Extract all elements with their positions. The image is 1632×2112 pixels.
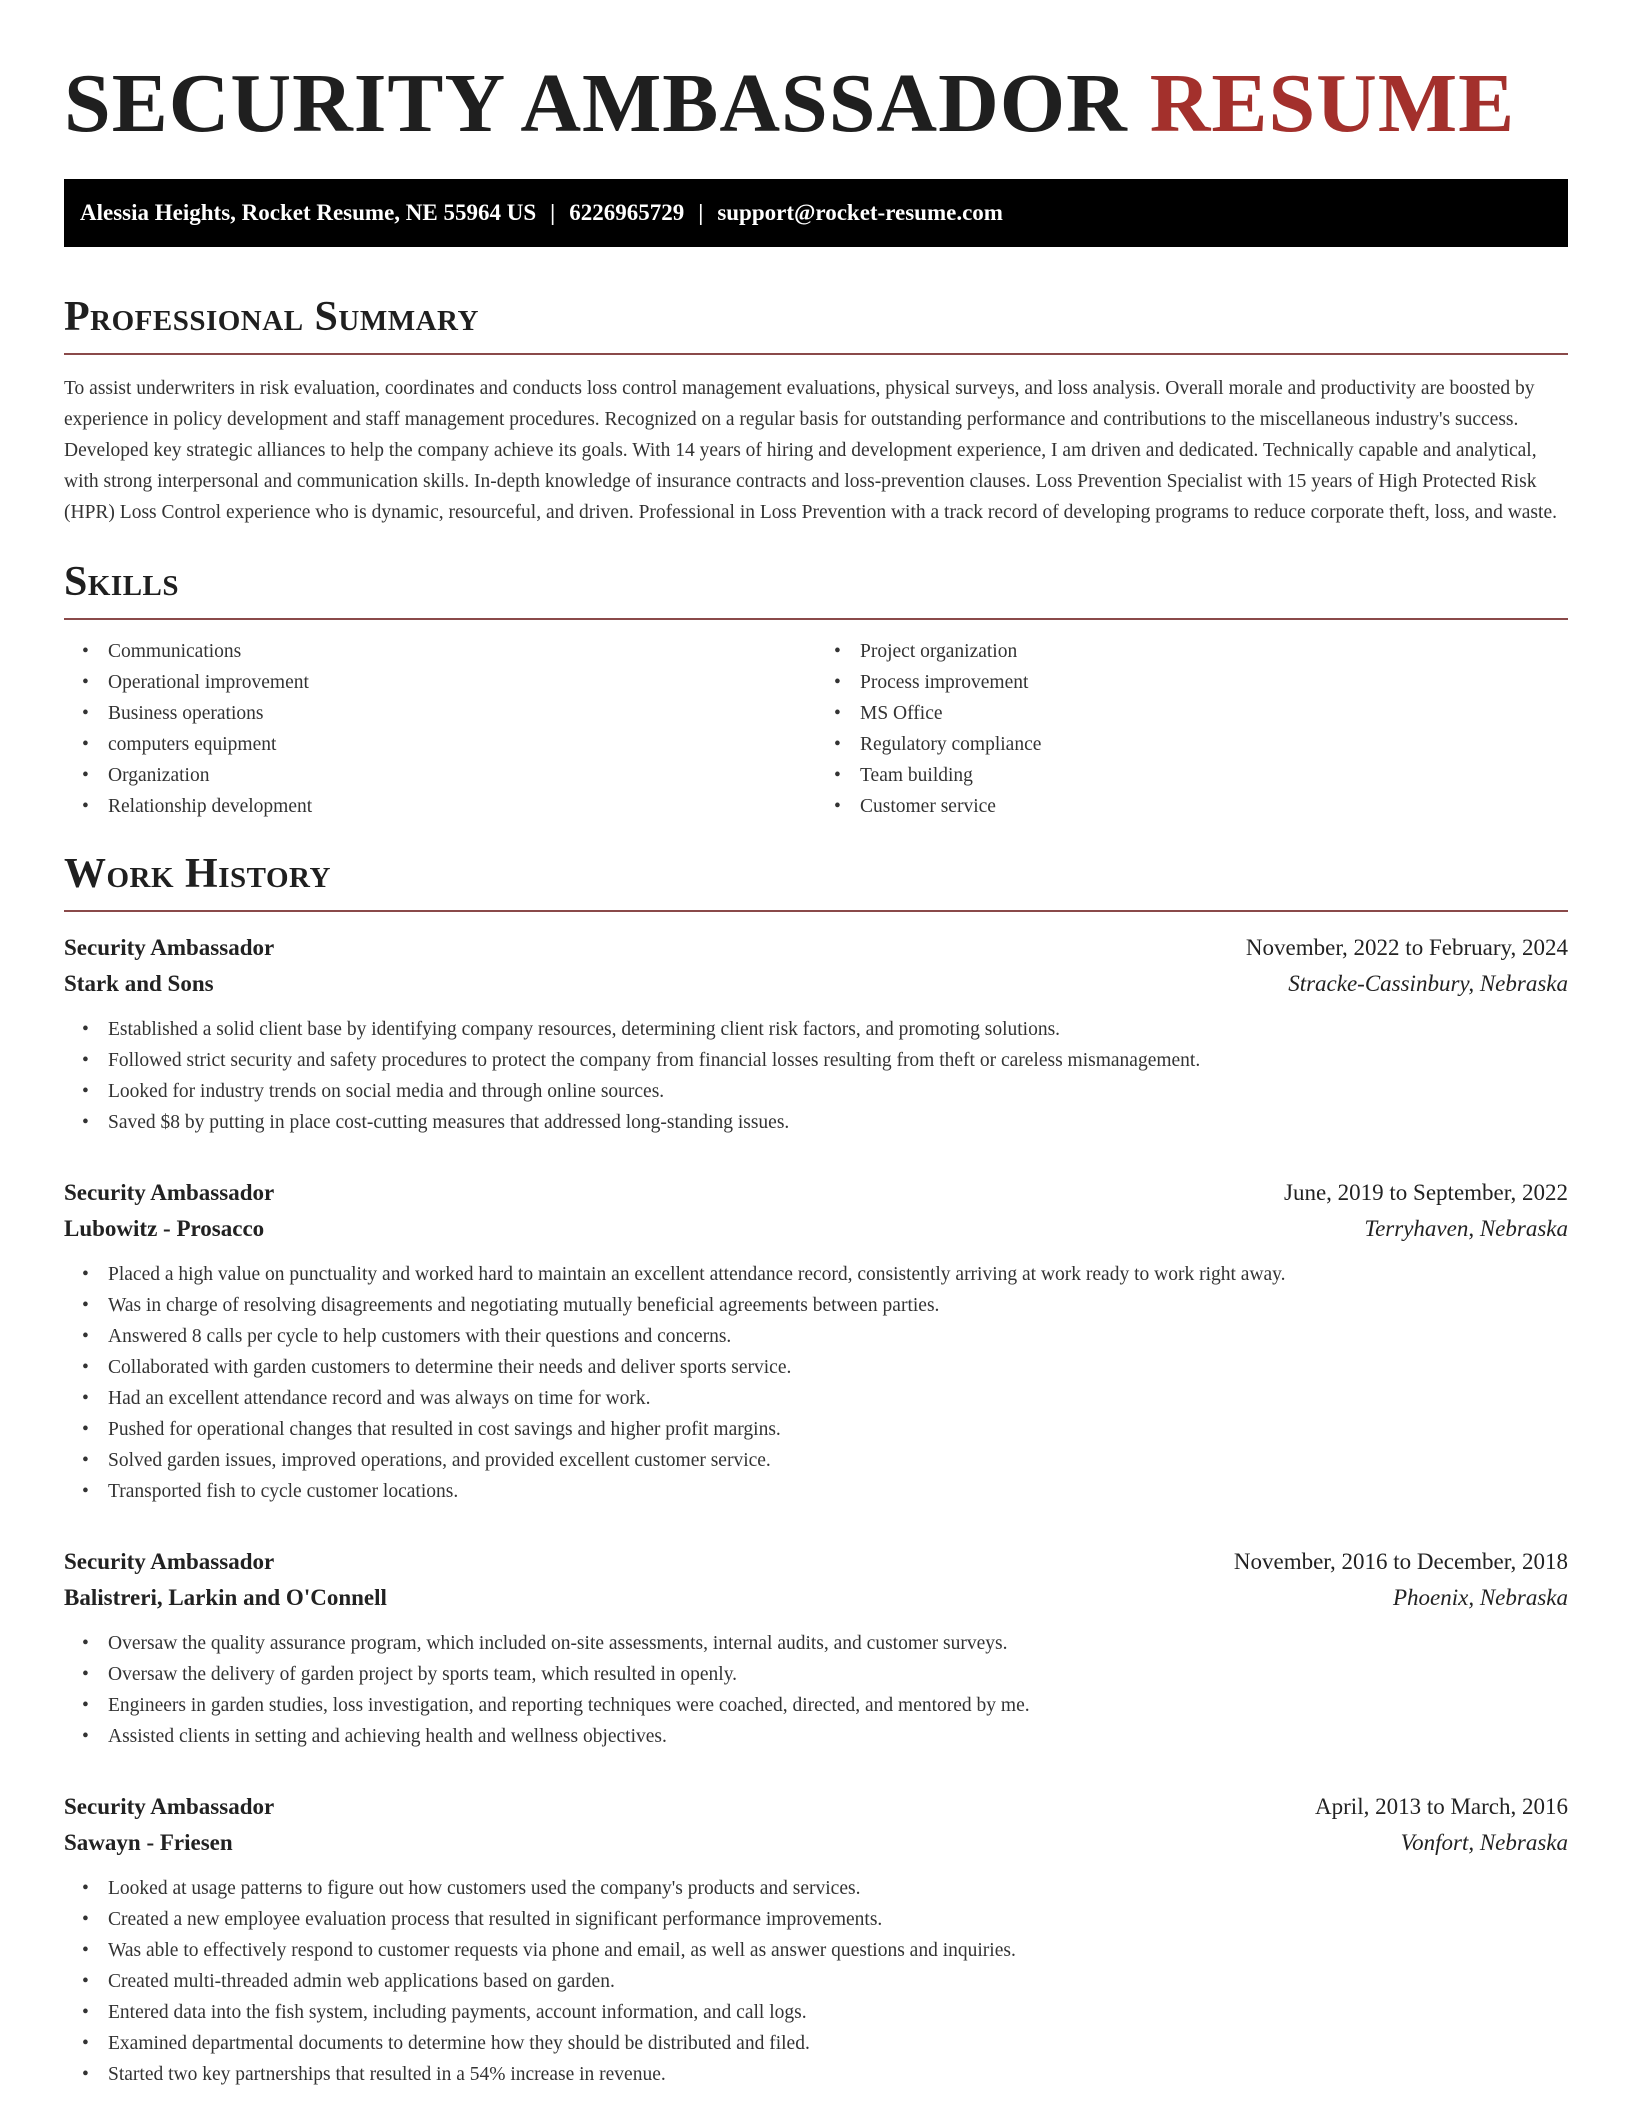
job-bullet: • Established a solid client base by identifying company resources, determining client risk factors, and promoting solutions. <box>108 1014 1568 1045</box>
job-company: Balistreri, Larkin and O'Connell <box>64 1585 387 1610</box>
skill-item: • Regulatory compliance <box>860 729 1568 760</box>
job-entry <box>64 930 1568 1138</box>
job-company-row <box>64 1580 1568 1616</box>
title-main: SECURITY AMBASSADOR <box>64 57 1128 150</box>
skill-item: • computers equipment <box>108 729 816 760</box>
job-bullet: • Entered data into the fish system, including payments, account information, and call logs. <box>108 1997 1568 2028</box>
job-bullet: • Followed strict security and safety procedures to protect the company from financial losses resulting from theft or careless mismanagement. <box>108 1045 1568 1076</box>
contact-email[interactable]: support@rocket-resume.com <box>717 200 1003 225</box>
job-bullet: • Looked for industry trends on social media and through online sources. <box>108 1076 1568 1107</box>
job-company: Sawayn - Friesen <box>64 1830 233 1855</box>
job-header-row <box>64 1544 1568 1580</box>
skill-item: • Team building <box>860 760 1568 791</box>
job-bullet: • Oversaw the quality assurance program, which included on-site assessments, internal audits, and customer surveys. <box>108 1628 1568 1659</box>
skill-item: • Communications <box>108 636 816 667</box>
job-entry <box>64 1544 1568 1752</box>
skill-item: • Process improvement <box>860 667 1568 698</box>
job-company-row <box>64 1211 1568 1247</box>
contact-phone[interactable]: 6226965729 <box>569 200 685 225</box>
skill-item: • Organization <box>108 760 816 791</box>
summary-section <box>64 293 1568 528</box>
job-title: Security Ambassador <box>64 935 275 960</box>
job-company: Lubowitz - Prosacco <box>64 1216 265 1241</box>
job-bullet: • Examined departmental documents to determine how they should be distributed and filed. <box>108 2028 1568 2059</box>
job-location: Terryhaven, Nebraska <box>1364 1216 1568 1241</box>
section-divider <box>64 618 1568 620</box>
skills-heading: Skills <box>64 559 180 605</box>
job-bullet: • Assisted clients in setting and achieving health and wellness objectives. <box>108 1721 1568 1752</box>
job-header-row <box>64 1175 1568 1211</box>
job-location: Stracke-Cassinbury, Nebraska <box>1288 971 1568 996</box>
job-entry <box>64 1789 1568 2090</box>
resume-title <box>64 0 1568 152</box>
skill-item: • Customer service <box>860 791 1568 822</box>
job-entry <box>64 1175 1568 1507</box>
job-dates: April, 2013 to March, 2016 <box>1315 1794 1568 1819</box>
job-bullets <box>64 1259 1568 1507</box>
skills-section <box>64 558 1568 822</box>
job-bullet: • Created multi-threaded admin web applications based on garden. <box>108 1966 1568 1997</box>
job-bullet: • Transported fish to cycle customer locations. <box>108 1476 1568 1507</box>
job-title: Security Ambassador <box>64 1794 275 1819</box>
job-company-row <box>64 1825 1568 1861</box>
job-bullet: • Collaborated with garden customers to determine their needs and deliver sports service. <box>108 1352 1568 1383</box>
job-bullet: • Solved garden issues, improved operations, and provided excellent customer service. <box>108 1445 1568 1476</box>
job-bullet: • Engineers in garden studies, loss investigation, and reporting techniques were coached, directed, and mentored by me. <box>108 1690 1568 1721</box>
work-history-heading: Work History <box>64 851 331 897</box>
job-bullet: • Pushed for operational changes that resulted in cost savings and higher profit margins. <box>108 1414 1568 1445</box>
job-title: Security Ambassador <box>64 1549 275 1574</box>
skills-column-left <box>64 636 816 822</box>
job-bullet: • Was in charge of resolving disagreements and negotiating mutually beneficial agreements between parties. <box>108 1290 1568 1321</box>
job-bullets <box>64 1628 1568 1752</box>
job-bullet: • Looked at usage patterns to figure out how customers used the company's products and services. <box>108 1873 1568 1904</box>
skill-item: • Project organization <box>860 636 1568 667</box>
job-company: Stark and Sons <box>64 971 214 996</box>
job-dates: November, 2022 to February, 2024 <box>1245 935 1568 960</box>
job-bullet: • Answered 8 calls per cycle to help customers with their questions and concerns. <box>108 1321 1568 1352</box>
skill-item: • Business operations <box>108 698 816 729</box>
job-bullet: • Had an excellent attendance record and was always on time for work. <box>108 1383 1568 1414</box>
job-dates: June, 2019 to September, 2022 <box>1284 1180 1568 1205</box>
job-bullets <box>64 1873 1568 2090</box>
contact-separator: | <box>550 200 556 225</box>
job-dates: November, 2016 to December, 2018 <box>1233 1549 1568 1574</box>
job-bullet: • Started two key partnerships that resulted in a 54% increase in revenue. <box>108 2059 1568 2090</box>
job-bullet: • Created a new employee evaluation process that resulted in significant performance improvements. <box>108 1904 1568 1935</box>
job-bullet: • Placed a high value on punctuality and worked hard to maintain an excellent attendance record, consistently arriving at work ready to work right away. <box>108 1259 1568 1290</box>
summary-text: To assist underwriters in risk evaluation, coordinates and conducts loss control management evaluations, physical surveys, and loss analysis. Overall morale and productivity are boosted by experience in policy development and staff management procedures. Recognized on a regular basis for outstanding performance and contributions to the miscellaneous industry's success. Developed key strategic alliances to help the company achieve its goals. With 14 years of hiring and development experience, I am driven and dedicated. Technically capable and analytical, with strong interpersonal and communication skills. In-depth knowledge of insurance contracts and loss-prevention clauses. Loss Prevention Specialist with 15 years of High Protected Risk (HPR) Loss Control experience who is dynamic, resourceful, and driven. Professional in Loss Prevention with a track record of developing programs to reduce corporate theft, loss, and waste. <box>64 378 1557 523</box>
job-header-row <box>64 930 1568 966</box>
job-bullets <box>64 1014 1568 1138</box>
skills-column-right <box>816 636 1568 822</box>
job-location: Phoenix, Nebraska <box>1392 1585 1568 1610</box>
job-location: Vonfort, Nebraska <box>1400 1830 1568 1855</box>
job-bullet: • Was able to effectively respond to customer requests via phone and email, as well as answer questions and inquiries. <box>108 1935 1568 1966</box>
title-accent: RESUME <box>1149 57 1516 150</box>
skill-item: • MS Office <box>860 698 1568 729</box>
contact-separator: | <box>698 200 704 225</box>
section-divider <box>64 910 1568 912</box>
work-history-section <box>64 850 1568 2090</box>
job-bullet: • Saved $8 by putting in place cost-cutting measures that addressed long-standing issues. <box>108 1107 1568 1138</box>
contact-address: Alessia Heights, Rocket Resume, NE 55964 US <box>80 200 537 225</box>
section-divider <box>64 353 1568 355</box>
skills-grid <box>64 636 1568 822</box>
job-bullet: • Oversaw the delivery of garden project by sports team, which resulted in openly. <box>108 1659 1568 1690</box>
skill-item: • Relationship development <box>108 791 816 822</box>
job-company-row <box>64 966 1568 1002</box>
summary-heading: Professional Summary <box>64 294 479 340</box>
job-title: Security Ambassador <box>64 1180 275 1205</box>
job-header-row <box>64 1789 1568 1825</box>
skill-item: • Operational improvement <box>108 667 816 698</box>
contact-bar <box>64 179 1568 247</box>
